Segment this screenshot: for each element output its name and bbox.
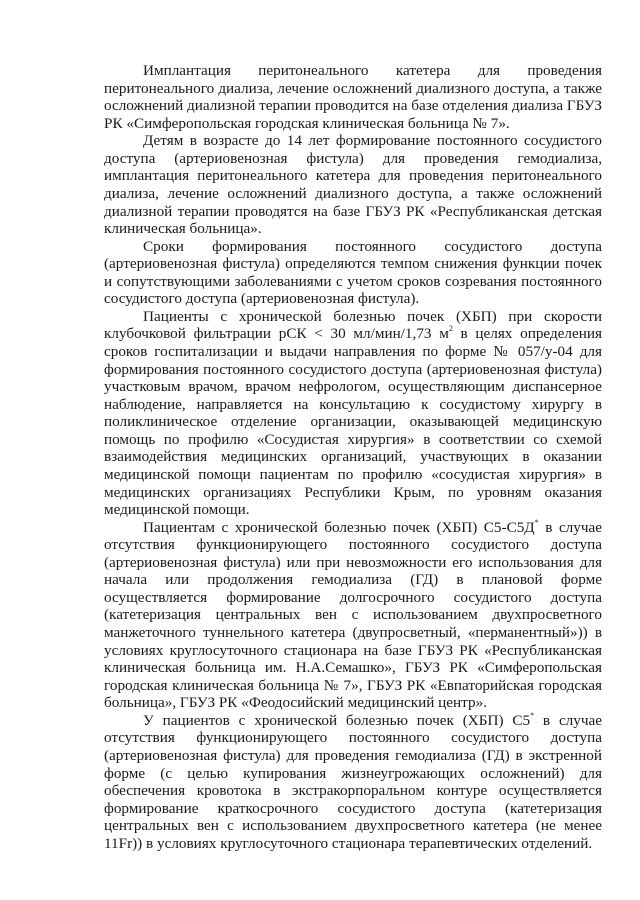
footnote-asterisk: * — [534, 517, 539, 527]
paragraph-text-end: в случае отсутствия функционирующего постоянного сосудистого доступа (артериовенозная фистула) или при невозможности его использования для начала или продолжения гемодиализа (ГД) в плановой форме осуществляется формирование долгосрочного сосудистого доступа (катетеризация центральных вен с использованием двухпросветного манжеточного туннельного катетера (двупросветный, «перманентный»)) в условиях круглосуточного стационара на базе ГБУЗ РК «Республиканская клиническая больница им. Н.А.Семашко», ГБУЗ РК «Симферопольская городская клиническая больница № 7», ГБУЗ РК «Евпаторийская городская больница», ГБУЗ РК «Феодосийский медицинский центр». — [104, 518, 602, 712]
paragraph-text-end: в целях определения сроков госпитализации и выдачи направления по форме № 057/у-04 для формирования постоянного сосудистого доступа (артериовенозная фистула) участковым врачом, врачом нефрологом, осуществляющим диспансерное наблюдение, направляется на консультацию к сосудистому хирургу в поликлиническое отделение организации, оказывающей медицинскую помощь по профилю «Сосудистая хирургия» в соответствии со схемой взаимодействия медицинских организаций, участвующих в оказании медицинской помощи пациентам по профилю «сосудистая хирургия» в медицинских организациях Республики Крым, по уровням оказания медицинской помощи. — [104, 325, 602, 519]
paragraph-ckd-gfr-referral — [104, 308, 602, 519]
superscript-squared: 2 — [448, 324, 453, 334]
paragraph-text-end: в случае отсутствия функционирующего постоянного сосудистого доступа (артериовенозная фистула) для проведения гемодиализа (ГД) в экстренной форме (с целью купирования жизнеугрожающих осложнений) для обеспечения кровотока в экстракорпоральном контуре осуществляется формирование краткосрочного сосудистого доступа (катетеризация центральных вен с использованием двухпросветного катетера (не менее 11Fr)) в условиях круглосуточного стационара терапевтических отделений. — [104, 711, 602, 852]
paragraph-peritoneal-catheter: Имплантация перитонеального катетера для проведения перитонеального диализа, лечение осложнений диализного доступа, а также осложнений диализной терапии проводится на базе отделения диализа ГБУЗ РК «Симферопольская городская клиническая больница № 7». — [104, 62, 602, 132]
document-page — [104, 62, 602, 852]
paragraph-text-start: Пациентам с хронической болезнью почек (ХБП) С5-С5Д — [143, 518, 535, 536]
paragraph-timing-of-access: Сроки формирования постоянного сосудистого доступа (артериовенозная фистула) определяются темпом снижения функции почек и сопутствующими заболеваниями с учетом сроков созревания постоянного сосудистого доступа (артериовенозная фистула). — [104, 237, 602, 308]
paragraph-ckd-c5-c5d-longterm-access — [104, 519, 602, 712]
paragraph-text-start: Пациенты с хронической болезнью почек (ХБП) при скорости клубочковой фильтрации рСК < 30 мл/мин/1,73 м — [104, 307, 602, 343]
paragraph-children-under-14: Детям в возрасте до 14 лет формирование постоянного сосудистого доступа (артериовенозная фистула) для проведения гемодиализа, имплантация перитонеального катетера для проведения перитонеального диализа, лечение осложнений диализного доступа, а также осложнений диализной терапии проводятся на базе ГБУЗ РК «Республиканская детская клиническая больница». — [104, 132, 602, 238]
paragraph-ckd-c5-emergency-access — [104, 712, 602, 853]
footnote-asterisk: * — [530, 710, 535, 720]
paragraph-text-start: У пациентов с хронической болезнью почек (ХБП) С5 — [143, 711, 531, 729]
